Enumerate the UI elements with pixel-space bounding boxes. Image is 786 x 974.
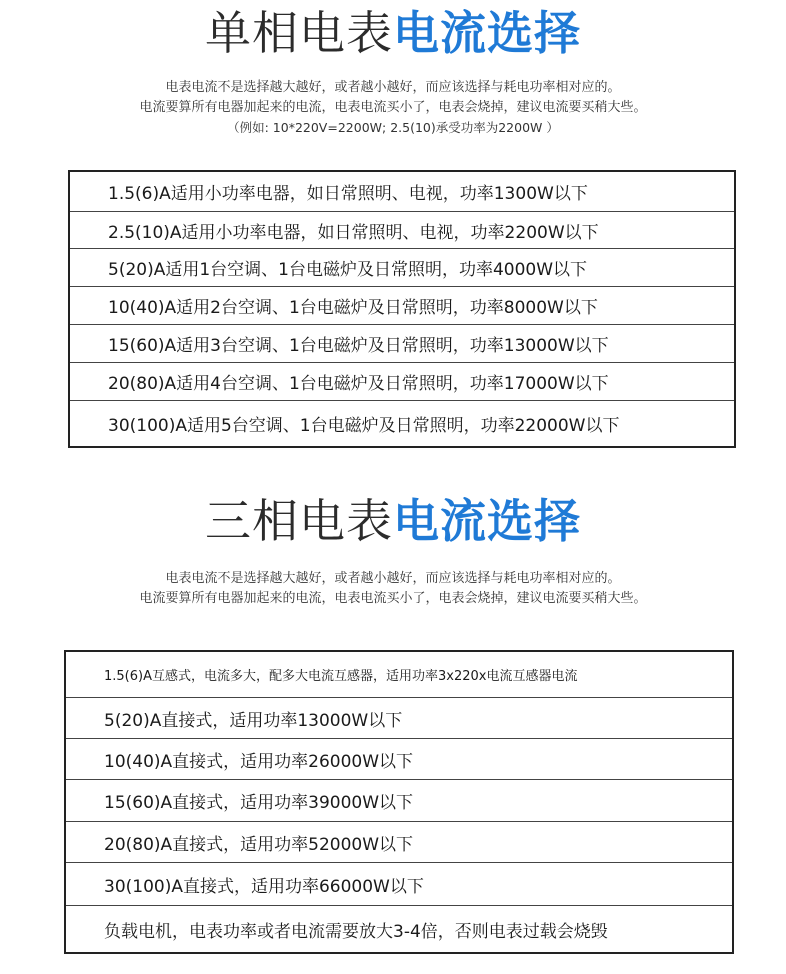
three-phase-title xyxy=(0,494,786,548)
table-row: 2.5(10)A适用小功率电器，如日常照明、电视，功率2200W以下 xyxy=(70,212,734,249)
single-phase-title xyxy=(0,6,786,60)
table-row: 1.5(6)A适用小功率电器，如日常照明、电视，功率1300W以下 xyxy=(70,172,734,212)
three-phase-section xyxy=(0,494,786,548)
table-row: 20(80)A适用4台空调、1台电磁炉及日常照明，功率17000W以下 xyxy=(70,363,734,401)
table-row: 15(60)A适用3台空调、1台电磁炉及日常照明，功率13000W以下 xyxy=(70,325,734,363)
single-desc-line-3: （例如: 10*220V=2200W; 2.5(10)承受功率为2200W ） xyxy=(227,120,559,135)
three-desc-line-1: 电表电流不是选择越大越好，或者越小越好，而应该选择与耗电功率相对应的。 xyxy=(165,571,621,586)
single-phase-description xyxy=(0,78,786,138)
single-desc-line-2: 电流要算所有电器加起来的电流，电表电流买小了，电表会烧掉，建议电流要买稍大些。 xyxy=(139,100,647,115)
table-row: 20(80)A直接式，适用功率52000W以下 xyxy=(66,822,732,863)
table-row: 5(20)A适用1台空调、1台电磁炉及日常照明，功率4000W以下 xyxy=(70,249,734,287)
table-row: 负载电机，电表功率或者电流需要放大3-4倍，否则电表过载会烧毁 xyxy=(104,921,608,942)
table-row: 10(40)A直接式，适用功率26000W以下 xyxy=(66,739,732,780)
three-phase-description xyxy=(0,569,786,609)
table-row: 30(100)A适用5台空调、1台电磁炉及日常照明，功率22000W以下 xyxy=(108,416,620,436)
table-row: 1.5(6)A互感式，电流多大，配多大电流互感器，适用功率3x220x电流互感器电流 xyxy=(66,652,732,698)
single-phase-section xyxy=(0,6,786,60)
table-row: 15(60)A直接式，适用功率39000W以下 xyxy=(66,780,732,822)
three-phase-title-plain: 三相电表 xyxy=(205,494,393,548)
table-row: 5(20)A直接式，适用功率13000W以下 xyxy=(66,698,732,739)
table-row: 30(100)A直接式，适用功率66000W以下 xyxy=(66,863,732,906)
table-row: 10(40)A适用2台空调、1台电磁炉及日常照明，功率8000W以下 xyxy=(70,287,734,325)
single-phase-title-accent: 电流选择 xyxy=(393,6,581,60)
single-desc-line-1: 电表电流不是选择越大越好，或者越小越好，而应该选择与耗电功率相对应的。 xyxy=(165,80,621,95)
single-phase-table xyxy=(68,170,736,448)
three-phase-table xyxy=(64,650,734,954)
three-desc-line-2: 电流要算所有电器加起来的电流，电表电流买小了，电表会烧掉，建议电流要买稍大些。 xyxy=(139,591,647,606)
three-phase-title-accent: 电流选择 xyxy=(393,494,581,548)
single-phase-title-plain: 单相电表 xyxy=(205,6,393,60)
